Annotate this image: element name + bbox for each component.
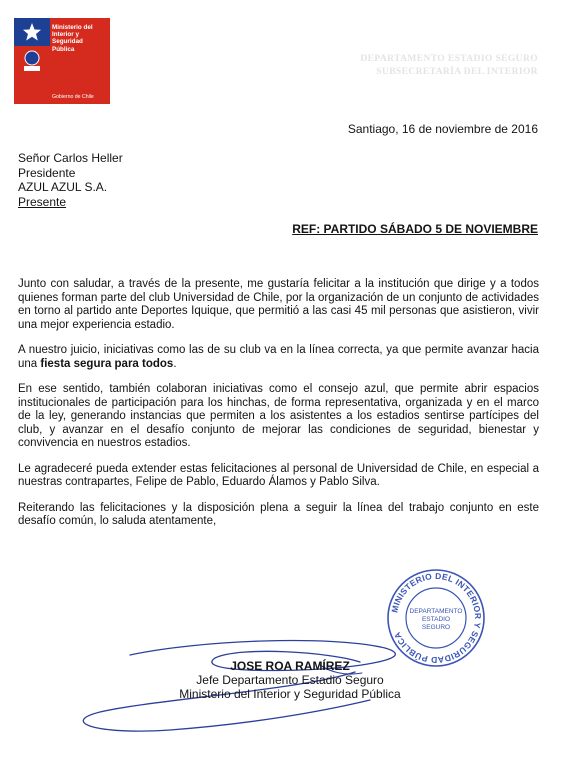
reference-line: REF: PARTIDO SÁBADO 5 DE NOVIEMBRE <box>292 222 538 236</box>
stamp-ring-text: MINISTERIO DEL INTERIOR Y SEGURIDAD PÚBLICA <box>389 570 484 666</box>
logo-footer: Gobierno de Chile <box>52 94 94 100</box>
letter-date: Santiago, 16 de noviembre de 2016 <box>347 122 538 136</box>
paragraph-1: Junto con saludar, a través de la presente, me gustaría felicitar a la institución que dirige y a todos quienes forman parte del club Universidad de Chile, por la organización de un conjunto de actividades en torno al partido ante Deportes Iquique, que permitió a las casi 45 mil personas que asistieron, vivir una mejor experiencia estadio. <box>18 278 539 331</box>
subsecretariat-name: SUBSECRETARÍA DEL INTERIOR <box>376 67 538 77</box>
department-name: DEPARTAMENTO ESTADIO SEGURO <box>360 54 538 64</box>
signatory-title: Jefe Departamento Estadio Seguro <box>196 673 384 687</box>
paragraph-2: A nuestro juicio, iniciativas como las de su club va en la línea correcta, ya que permite avanzar hacia una fiesta segura para todos. <box>18 344 539 370</box>
paragraph-5: Reiterando las felicitaciones y la disposición plena a seguir la línea del trabajo conjunto en este desafío común, lo saluda atentamente, <box>18 501 539 527</box>
paragraph-4: Le agradeceré pueda extender estas felicitaciones al personal de Universidad de Chile, en especial a nuestras contrapartes, Felipe de Pablo, Eduardo Álamos y Pablo Silva. <box>18 462 539 488</box>
bold-phrase: fiesta segura para todos <box>40 357 174 370</box>
stamp-line-3: SEGURO <box>421 624 451 631</box>
signature-block <box>140 659 440 701</box>
recipient-role: Presidente <box>18 165 76 180</box>
stamp-line-1: DEPARTAMENTO <box>409 608 463 615</box>
logo-text: Ministerio del Interior y Seguridad Pública <box>52 24 93 53</box>
signatory-ministry: Ministerio del Interior y Seguridad Pública <box>179 687 401 701</box>
recipient-presente: Presente <box>18 194 67 209</box>
recipient-org: AZUL AZUL S.A. <box>18 180 108 194</box>
paragraph-3: En ese sentido, también colaboran iniciativas como el consejo azul, que permite abrir espacios institucionales de participación para los hinchas, de forma representativa, organizada y en el marco de la ley, generando instancias que permiten a los asistentes a los estadios sentirse partícipes del club, y avanzar en el desafío conjunto de mejorar las condiciones de seguridad, bienestar y convivencia en nuestros estadios. <box>18 383 539 449</box>
signatory-name: JOSE ROA RAMÍREZ <box>230 659 350 673</box>
recipient-name: Señor Carlos Heller <box>18 151 123 165</box>
stamp-line-2: ESTADIO <box>421 616 451 623</box>
